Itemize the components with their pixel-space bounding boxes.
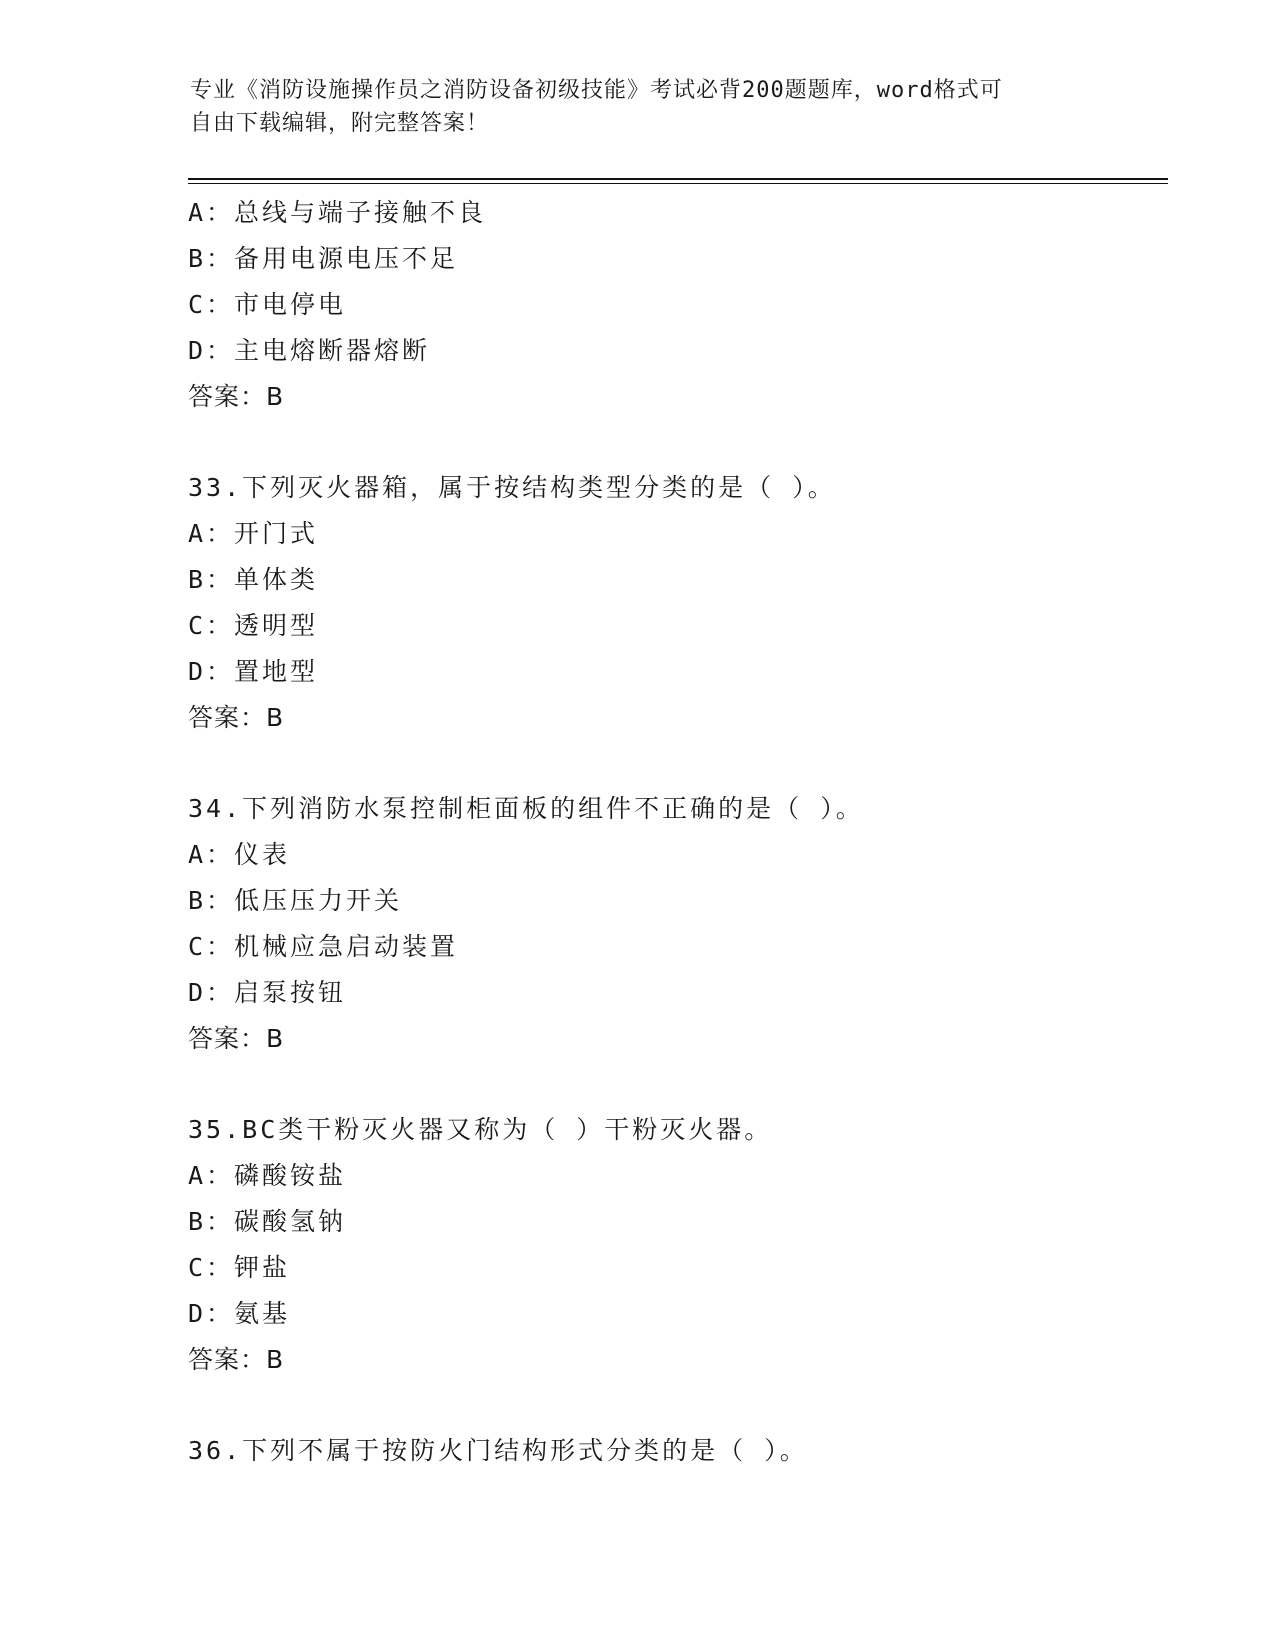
question-text: 34.下列消防水泵控制柜面板的组件不正确的是（ ）。 xyxy=(188,794,864,823)
question-block-33 xyxy=(188,465,1168,741)
question-block-36 xyxy=(188,1428,1168,1474)
option-d: D：主电熔断器熔断 xyxy=(188,336,431,365)
question-list xyxy=(188,190,1168,1474)
answer-line: 答案：B xyxy=(188,703,285,732)
question-text: 35.BC类干粉灭火器又称为（ ）干粉灭火器。 xyxy=(188,1115,773,1144)
option-c: C：市电停电 xyxy=(188,290,347,319)
question-text: 33.下列灭火器箱，属于按结构类型分类的是（ ）。 xyxy=(188,473,836,502)
question-block-32 xyxy=(188,190,1168,420)
question-block-34 xyxy=(188,786,1168,1062)
option-d: D：启泵按钮 xyxy=(188,978,347,1007)
header-divider-thin xyxy=(188,183,1168,184)
option-d: D：氨基 xyxy=(188,1299,291,1328)
option-a: A：总线与端子接触不良 xyxy=(188,198,487,227)
question-block-35 xyxy=(188,1107,1168,1383)
option-a: A：仪表 xyxy=(188,840,291,869)
document-header xyxy=(190,74,1090,140)
header-line-1: 专业《消防设施操作员之消防设备初级技能》考试必背200题题库，word格式可 xyxy=(190,78,1003,103)
option-a: A：开门式 xyxy=(188,519,319,548)
option-b: B：碳酸氢钠 xyxy=(188,1207,347,1236)
answer-line: 答案：B xyxy=(188,382,285,411)
option-c: C：透明型 xyxy=(188,611,319,640)
option-c: C：机械应急启动装置 xyxy=(188,932,459,961)
option-b: B：备用电源电压不足 xyxy=(188,244,459,273)
header-line-2: 自由下载编辑，附完整答案！ xyxy=(190,111,490,136)
option-b: B：低压压力开关 xyxy=(188,886,403,915)
answer-line: 答案：B xyxy=(188,1345,285,1374)
option-d: D：置地型 xyxy=(188,657,319,686)
option-a: A：磷酸铵盐 xyxy=(188,1161,347,1190)
question-text: 36.下列不属于按防火门结构形式分类的是（ ）。 xyxy=(188,1436,808,1465)
option-c: C：钾盐 xyxy=(188,1253,291,1282)
header-divider-thick xyxy=(188,178,1168,180)
option-b: B：单体类 xyxy=(188,565,319,594)
answer-line: 答案：B xyxy=(188,1024,285,1053)
